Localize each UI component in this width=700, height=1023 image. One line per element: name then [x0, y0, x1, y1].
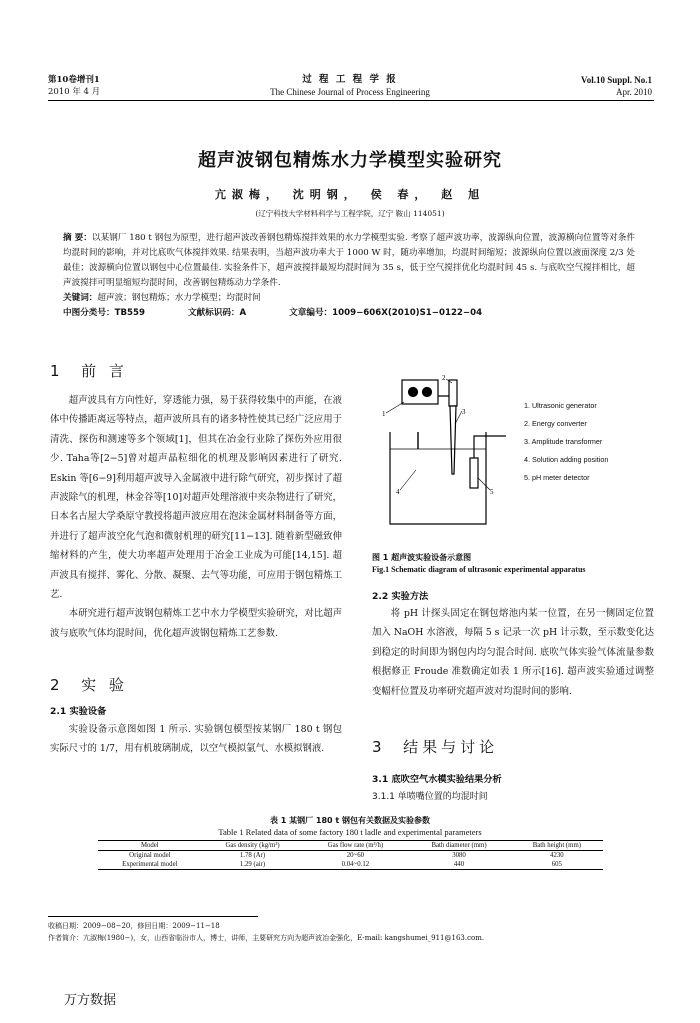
- header-gas-density: Gas density (kg/m³): [225, 842, 280, 849]
- article-number: 1009−606X(2010)S1−0122−04: [332, 308, 483, 318]
- data-table: [98, 840, 603, 870]
- paper-title: 超声波钢包精炼水力学模型实验研究: [198, 150, 502, 171]
- subsection-2-1-body: [50, 720, 342, 759]
- header-gas-flow: Gas flow rate (m³/h): [327, 842, 384, 849]
- label-3: 3: [462, 408, 466, 416]
- journal-date: 2010 年 4 月: [48, 87, 101, 97]
- watermark: 万方数据: [64, 993, 117, 1008]
- abstract-text: 以某钢厂 180 t 钢包为原型，进行超声波改善钢包精炼搅拌效果的水力学模型实验. 考察了超声波功率，波源纵向位置，波源横向位置等对条件均混时间的影响，并对比底吹气体搅拌效果. 结果表明，当超声波功率大于 1000 W 时，随功率增加，均混时间缩短；波源纵向位置以液面深度 2/3 处最佳；波源横向位置以钢包中心位置最佳. 实验条件下，超声波搅拌最短均混时间为 35 s，低于空气搅拌优化均混时间 45 s. 与底吹空气搅拌相比，超声波搅拌可明显缩短均混时间，改善钢包精炼动力学条件.: [63, 233, 635, 288]
- legend-item-1: 1. Ultrasonic generator: [524, 401, 597, 410]
- article-number-label: 文章编号：: [289, 308, 333, 318]
- table-cell: 1.29 (air): [239, 861, 266, 868]
- amplitude-transformer: [450, 406, 456, 474]
- label-5: 5: [490, 488, 494, 496]
- journal-name-cn: 过 程 工 程 学 报: [302, 74, 398, 85]
- section-2-heading: [50, 674, 128, 695]
- doc-code: A: [239, 308, 247, 318]
- journal-issue: Vol.10 Suppl. No.1: [581, 75, 652, 85]
- label-1: 1: [382, 410, 386, 418]
- table-cell: 4230: [550, 852, 564, 859]
- table-cell: 20~60: [346, 852, 365, 859]
- intro-paragraph-2: 本研究进行超声波钢包精炼工艺中水力学模型实验研究，对比超声波与底吹气体均混时间，优化超声波钢包精炼工艺参数.: [50, 608, 342, 639]
- abstract: [63, 231, 635, 321]
- table-cell: 1.78 (Ar): [239, 852, 266, 859]
- keywords-line: [63, 291, 635, 306]
- label-2: 2: [442, 374, 446, 382]
- subsection-3-1-title: 3.1 底吹空气水模实验结果分析: [372, 774, 502, 785]
- keywords: 超声波；钢包精炼；水力学模型；均混时间: [97, 293, 261, 303]
- subsection-2-2-title: 2.2 实验方法: [372, 591, 429, 602]
- subsection-3-1-1-title: 3.1.1 单喷嘴位置的均混时间: [372, 792, 488, 802]
- author-list: 亢淑梅， 沈明钢， 侯 春， 赵 旭: [214, 188, 486, 201]
- legend-item-2: 2. Energy converter: [524, 419, 587, 428]
- journal-name-en: The Chinese Journal of Process Engineering: [270, 87, 430, 97]
- header-bath-height: Bath height (mm): [532, 842, 582, 849]
- energy-converter: [449, 380, 457, 406]
- table-header-row: [98, 841, 603, 851]
- table-cell: Experimental model: [122, 861, 178, 868]
- section-3-number: 3: [372, 738, 386, 756]
- label-4: 4: [396, 488, 400, 496]
- table-1-caption-en: Table 1 Related data of some factory 180 t ladle and experimental parameters: [218, 827, 482, 837]
- table-cell: 440: [453, 861, 465, 868]
- header-bath-diameter: Bath diameter (mm): [431, 842, 487, 849]
- affiliation: (辽宁科技大学材料科学与工程学院，辽宁 鞍山 114051): [255, 209, 445, 218]
- received-date: 收稿日期：2009−08−20，修回日期：2009−11−18: [48, 922, 220, 930]
- method-paragraph: 将 pH 计探头固定在钢包熔池内某一位置，在另一侧固定位置加入 NaOH 水溶液，每隔 5 s 记录一次 pH 计示数，至示数变化达到稳定的时间即为钢包内均匀混合时间. 底吹气体实验气体流量参数根据修正 Froude 准数确定如表 1 所示[16]. 超声波实验通过调整变幅杆位置及功率研究超声波对均混时间的影响.: [372, 608, 654, 697]
- figure-1-legend: [524, 397, 608, 487]
- doc-code-label: 文献标识码：: [187, 308, 240, 318]
- author-bio: 作者简介：亢淑梅(1980−)，女，山西省临汾市人，博士，讲师，主要研究方向为超声波冶金强化，E-mail: kangshumei_911@163.com.: [48, 934, 485, 942]
- ph-probe: [470, 458, 478, 488]
- figure-1-caption-cn: 图 1 超声波实验设备示意图: [372, 553, 472, 562]
- section-2-title: 实 验: [81, 676, 128, 694]
- table-cell: Original model: [129, 852, 171, 859]
- ph-probe-cable: [474, 436, 506, 458]
- table-cell: 605: [551, 861, 562, 868]
- apparatus-diagram: [358, 374, 528, 539]
- equipment-paragraph: 实验设备示意图如图 1 所示. 实验钢包模型按某钢厂 180 t 钢包实际尺寸的 1/7，用有机玻璃制成，以空气模拟氩气、水模拟钢液.: [50, 724, 342, 755]
- journal-month: Apr. 2010: [616, 87, 652, 97]
- clc-label: 中图分类号：: [63, 308, 115, 318]
- legend-item-4: 4. Solution adding position: [524, 455, 609, 464]
- section-2-number: 2: [50, 676, 64, 694]
- table-row: [98, 851, 603, 861]
- clc-code: TB559: [114, 308, 145, 318]
- section-1-number: 1: [50, 362, 64, 380]
- section-3-title: 结果与讨论: [403, 738, 499, 756]
- footnote-rule: [48, 916, 258, 917]
- journal-volume: 第10卷增刊1: [48, 75, 100, 85]
- legend-item-5: 5. pH meter detector: [524, 473, 590, 482]
- header-rule: [48, 100, 654, 101]
- section-1-heading: [50, 360, 128, 381]
- generator-knob-right: [423, 388, 432, 397]
- subsection-2-2-body: [372, 604, 654, 701]
- figure-1-caption-en: Fig.1 Schematic diagram of ultrasonic experimental apparatus: [372, 565, 586, 574]
- table-cell: 3080: [452, 852, 466, 859]
- header-model: Model: [140, 842, 159, 849]
- keywords-label: 关键词：: [63, 293, 98, 303]
- section-1-title: 前 言: [81, 362, 128, 380]
- subsection-2-1-title: 2.1 实验设备: [50, 706, 107, 717]
- intro-paragraph-1: 超声波具有方向性好，穿透能力强，易于获得较集中的声能，在液体中传播距离远等特点，超声波所具有的诸多特性使其已经广泛应用于清洗、探伤和测速等多个领域[1]，但其在冶金行业除了探伤外应用很少. Taha等[2−5]曾对超声晶粒细化的机理及影响因素进行了研究. Eskin 等[6−9]利用超声波导入金属液中进行除气研究，初步探讨了超声波除气的机理，林金谷等[10]对超声处理溶液中夹杂物进行了研究，日本名古屋大学桑原守教授将超声波应用在泡沫金属材料制备等方面，并进行了超声波空化气泡和微射机理的研究[11−13]. 随着新型磁致伸缩材料的产生，使大功率超声处理用于冶金工业成为可能[14,15]. 超声波具有搅拌、雾化、分散、凝聚、去气等功能，可应用于钢包精炼工艺.: [50, 395, 342, 601]
- section-3-heading: [372, 736, 498, 757]
- table-1-caption-cn: 表 1 某钢厂 180 t 钢包有关数据及实验参数: [269, 816, 430, 825]
- section-1-body: [50, 391, 342, 643]
- generator-knob-left: [409, 388, 418, 397]
- table-row: [98, 860, 603, 870]
- abstract-label: 摘 要：: [63, 233, 92, 243]
- table-cell: 0.04~0.12: [341, 861, 370, 868]
- classification-line: [63, 306, 635, 321]
- ultrasonic-generator-box: [402, 380, 438, 404]
- legend-item-3: 3. Amplitude transformer: [524, 437, 603, 446]
